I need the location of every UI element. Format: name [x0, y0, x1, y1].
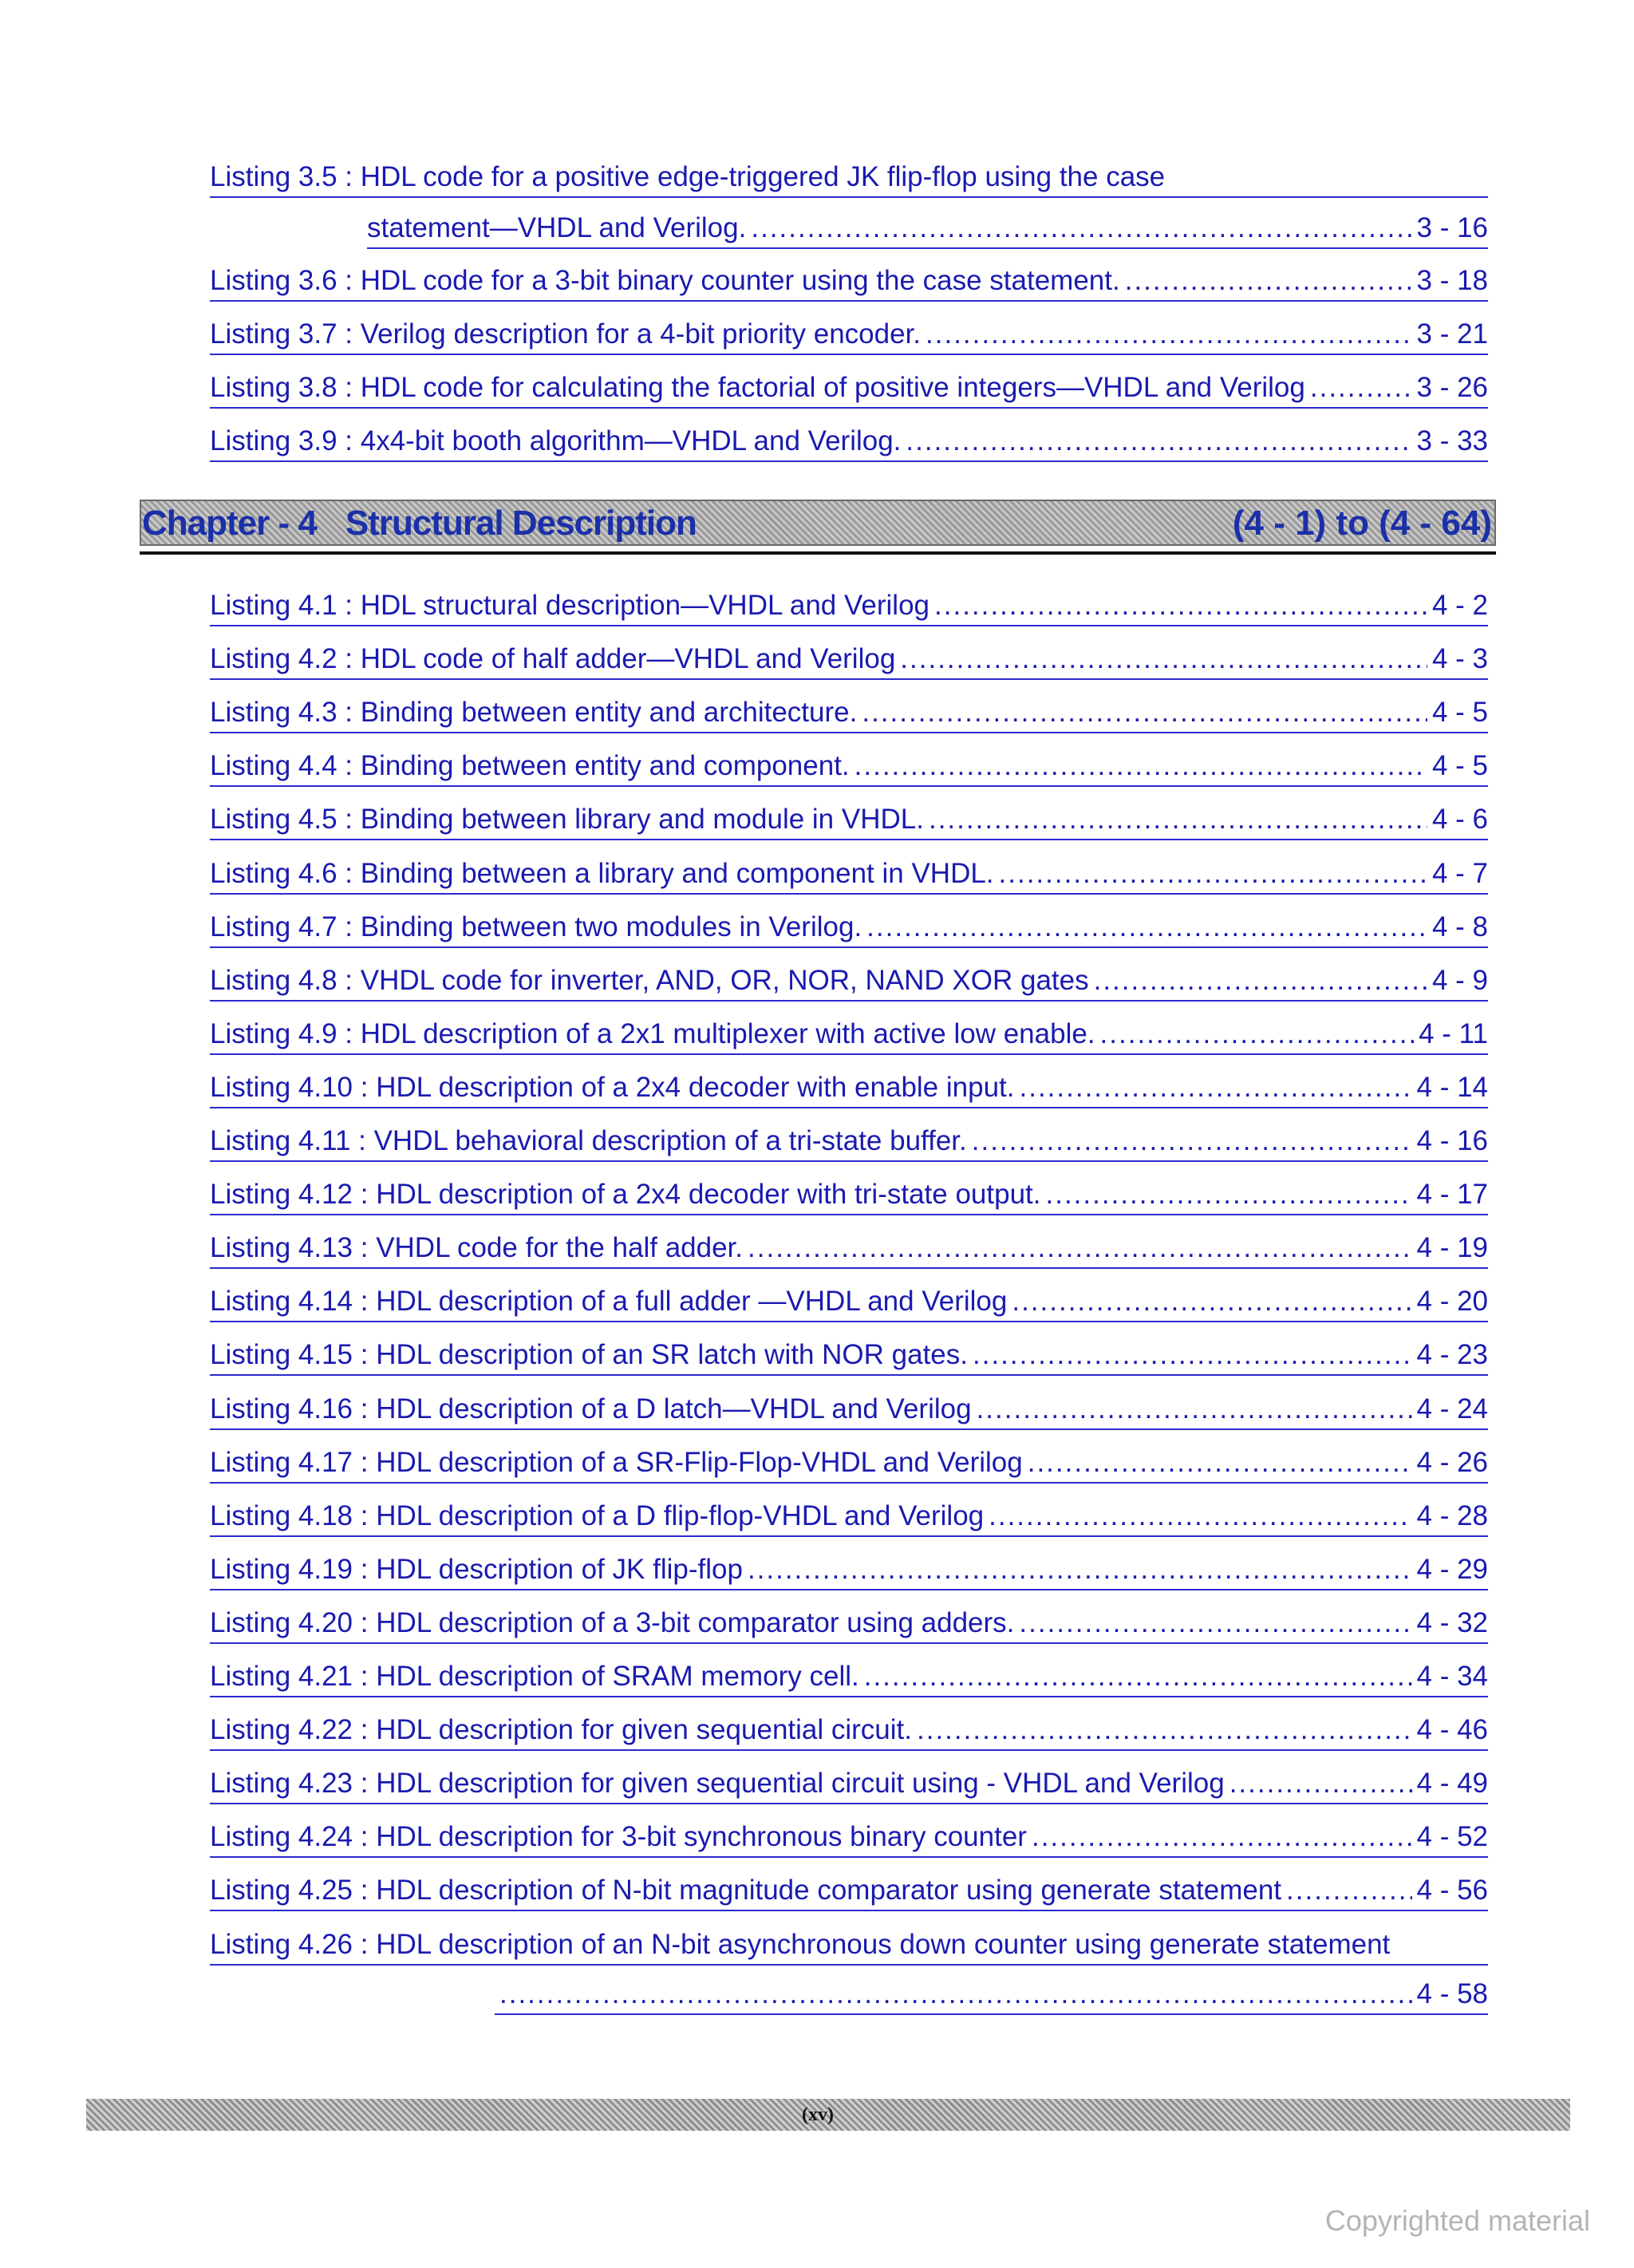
entry-text: Listing 3.9 : 4x4-bit booth algorithm—VHDL and Verilog.	[210, 425, 902, 456]
entry-page: 4 - 46	[1416, 1714, 1488, 1745]
toc-entry[interactable]	[210, 1763, 1488, 1804]
entry-text: Listing 4.9 : HDL description of a 2x1 multiplexer with active low enable.	[210, 1018, 1095, 1049]
toc-entry[interactable]	[210, 1334, 1488, 1376]
entry-page: 4 - 6	[1431, 804, 1488, 835]
leader-dots	[977, 1389, 1412, 1430]
entry-text: Listing 4.19 : HDL description of JK flip-flop	[210, 1554, 743, 1585]
entry-text: Listing 4.12 : HDL description of a 2x4 decoder with tri-state output.	[210, 1179, 1041, 1210]
toc-entry[interactable]	[210, 1120, 1488, 1162]
entry-text: Listing 4.11 : VHDL behavioral description of a tri-state buffer.	[210, 1125, 967, 1156]
toc-entry[interactable]	[210, 960, 1488, 1002]
entry-text: Listing 4.25 : HDL description of N-bit magnitude comparator using generate statement	[210, 1875, 1282, 1906]
toc-entry[interactable]	[210, 1174, 1488, 1215]
entry-page: 4 - 11	[1419, 1018, 1488, 1049]
toc-entry[interactable]	[210, 638, 1488, 680]
entry-page: 4 - 58	[1416, 1978, 1488, 2009]
entry-text: Listing 4.22 : HDL description for given sequential circuit.	[210, 1714, 912, 1745]
entry-text: Listing 4.15 : HDL description of an SR latch with NOR gates.	[210, 1339, 968, 1370]
leader-dots	[866, 907, 1427, 948]
entry-text: Listing 4.18 : HDL description of a D flip-flop-VHDL and Verilog	[210, 1500, 985, 1531]
entry-page: 4 - 17	[1416, 1179, 1488, 1210]
leader-dots	[499, 1974, 1412, 2015]
toc-entry[interactable]	[210, 1549, 1488, 1590]
toc-entry[interactable]	[210, 907, 1488, 948]
entry-text: Listing 4.26 : HDL description of an N-bit asynchronous down counter using generate statement	[210, 1929, 1391, 1960]
entry-page: 4 - 3	[1431, 643, 1488, 674]
toc-entry[interactable]	[210, 1656, 1488, 1697]
entry-page: 4 - 29	[1416, 1554, 1488, 1585]
leader-dots	[854, 745, 1427, 787]
entry-text: Listing 4.4 : Binding between entity and component.	[210, 750, 850, 781]
leader-dots	[934, 585, 1427, 626]
leader-dots	[973, 1334, 1412, 1376]
entry-page: 4 - 56	[1416, 1875, 1488, 1906]
leader-dots	[906, 421, 1411, 462]
leader-dots	[999, 853, 1427, 895]
entry-page: 3 - 26	[1416, 372, 1488, 403]
leader-dots	[748, 1227, 1411, 1269]
leader-dots	[1046, 1174, 1412, 1215]
entry-page: 3 - 21	[1416, 318, 1488, 350]
copyright-watermark: Copyrighted material	[1324, 2204, 1590, 2237]
entry-page: 4 - 8	[1431, 911, 1488, 942]
entry-text: Listing 4.16 : HDL description of a D latch—VHDL and Verilog	[210, 1393, 972, 1424]
toc-entry[interactable]	[495, 1974, 1488, 2015]
leader-dots	[1100, 1013, 1415, 1055]
leader-dots	[1028, 1442, 1412, 1484]
entry-text: Listing 4.7 : Binding between two modules in Verilog.	[210, 911, 862, 942]
entry-page: 4 - 7	[1431, 858, 1488, 889]
toc-entry[interactable]	[210, 1067, 1488, 1108]
leader-dots	[1310, 367, 1412, 409]
entry-text: Listing 3.6 : HDL code for a 3-bit binary counter using the case statement.	[210, 265, 1120, 296]
toc-entry[interactable]	[210, 1924, 1488, 1966]
toc-entry[interactable]	[210, 1013, 1488, 1055]
entry-page: 4 - 9	[1431, 965, 1488, 996]
entry-page: 4 - 26	[1416, 1447, 1488, 1478]
leader-dots	[864, 1656, 1412, 1697]
leader-dots	[926, 314, 1411, 355]
toc-entry[interactable]	[210, 156, 1488, 198]
entry-text: Listing 4.2 : HDL code of half adder—VHDL and Verilog	[210, 643, 896, 674]
entry-text: Listing 4.6 : Binding between a library and component in VHDL.	[210, 858, 994, 889]
entry-text: Listing 3.5 : HDL code for a positive edge-triggered JK flip-flop using the case	[210, 161, 1166, 192]
entry-page: 4 - 28	[1416, 1500, 1488, 1531]
entry-text: Listing 4.21 : HDL description of SRAM memory cell.	[210, 1661, 859, 1692]
entry-text: statement—VHDL and Verilog.	[367, 212, 747, 243]
entry-page: 4 - 5	[1431, 750, 1488, 781]
toc-entry[interactable]	[367, 207, 1488, 249]
entry-page: 3 - 16	[1416, 212, 1488, 243]
entry-page: 4 - 24	[1416, 1393, 1488, 1424]
toc-entry[interactable]	[210, 367, 1488, 409]
leader-dots	[748, 1549, 1412, 1590]
entry-text: Listing 4.20 : HDL description of a 3-bit comparator using adders.	[210, 1607, 1015, 1638]
chapter-heading[interactable]	[142, 501, 697, 546]
entry-text: Listing 4.5 : Binding between library and module in VHDL.	[210, 804, 924, 835]
entry-page: 4 - 32	[1416, 1607, 1488, 1638]
leader-dots	[900, 638, 1427, 680]
leader-dots	[917, 1709, 1412, 1751]
leader-dots	[1020, 1067, 1412, 1108]
entry-page: 4 - 5	[1431, 697, 1488, 728]
chapter-page-range: (4 - 1) to (4 - 64)	[1232, 504, 1492, 543]
leader-dots	[1012, 1281, 1411, 1322]
chapter-title: Structural Description	[345, 504, 697, 543]
leader-dots	[929, 799, 1427, 840]
entry-page: 4 - 16	[1416, 1125, 1488, 1156]
toc-entry[interactable]	[210, 799, 1488, 840]
footer-page-number: (xv)	[802, 2104, 834, 2125]
toc-entry[interactable]	[210, 314, 1488, 355]
entry-page: 3 - 18	[1416, 265, 1488, 296]
leader-dots	[1125, 260, 1412, 302]
entry-page: 4 - 19	[1416, 1232, 1488, 1263]
leader-dots	[1229, 1763, 1412, 1804]
entry-text: Listing 3.8 : HDL code for calculating the factorial of positive integers—VHDL and Verilog	[210, 372, 1305, 403]
entry-page: 4 - 20	[1416, 1286, 1488, 1317]
entry-text: Listing 3.7 : Verilog description for a 4-bit priority encoder.	[210, 318, 922, 350]
toc-entry[interactable]	[210, 1442, 1488, 1484]
entry-text: Listing 4.23 : HDL description for given sequential circuit using - VHDL and Verilog	[210, 1768, 1225, 1799]
leader-dots	[972, 1120, 1412, 1162]
chapter-number: Chapter - 4	[142, 504, 317, 543]
toc-entry[interactable]	[210, 1816, 1488, 1858]
toc-entry[interactable]	[210, 1227, 1488, 1269]
leader-dots	[1032, 1816, 1412, 1858]
toc-entry[interactable]	[210, 1496, 1488, 1537]
entry-text: Listing 4.8 : VHDL code for inverter, AND, OR, NOR, NAND XOR gates	[210, 965, 1089, 996]
toc-entry[interactable]	[210, 585, 1488, 626]
chapter-rule	[140, 551, 1496, 555]
entry-page: 4 - 2	[1431, 590, 1488, 621]
toc-entry[interactable]	[210, 1281, 1488, 1322]
toc-entry[interactable]	[210, 692, 1488, 733]
toc-entry[interactable]	[210, 1389, 1488, 1430]
leader-dots	[1094, 960, 1427, 1002]
leader-dots	[1286, 1870, 1411, 1911]
entry-text: Listing 4.10 : HDL description of a 2x4 decoder with enable input.	[210, 1072, 1015, 1103]
entry-text: Listing 4.17 : HDL description of a SR-Flip-Flop-VHDL and Verilog	[210, 1447, 1023, 1478]
entry-page: 4 - 14	[1416, 1072, 1488, 1103]
leader-dots	[1019, 1602, 1411, 1644]
entry-page: 4 - 49	[1416, 1768, 1488, 1799]
toc-entry[interactable]	[210, 745, 1488, 787]
entry-page: 4 - 52	[1416, 1821, 1488, 1852]
entry-text: Listing 4.3 : Binding between entity and architecture.	[210, 697, 858, 728]
leader-dots	[862, 692, 1427, 733]
entry-text: Listing 4.24 : HDL description for 3-bit synchronous binary counter	[210, 1821, 1027, 1852]
entry-page: 4 - 34	[1416, 1661, 1488, 1692]
entry-text: Listing 4.1 : HDL structural description—VHDL and Verilog	[210, 590, 930, 621]
toc-entry[interactable]	[210, 1870, 1488, 1911]
entry-page: 3 - 33	[1416, 425, 1488, 456]
leader-dots	[989, 1496, 1411, 1537]
entry-text: Listing 4.14 : HDL description of a full adder —VHDL and Verilog	[210, 1286, 1008, 1317]
entry-text: Listing 4.13 : VHDL code for the half adder.	[210, 1232, 744, 1263]
toc-entry[interactable]	[210, 853, 1488, 895]
toc-entry[interactable]	[210, 421, 1488, 462]
toc-entry[interactable]	[210, 1709, 1488, 1751]
toc-entry[interactable]	[210, 1602, 1488, 1644]
entry-page: 4 - 23	[1416, 1339, 1488, 1370]
leader-dots	[751, 207, 1411, 249]
toc-entry[interactable]	[210, 260, 1488, 302]
